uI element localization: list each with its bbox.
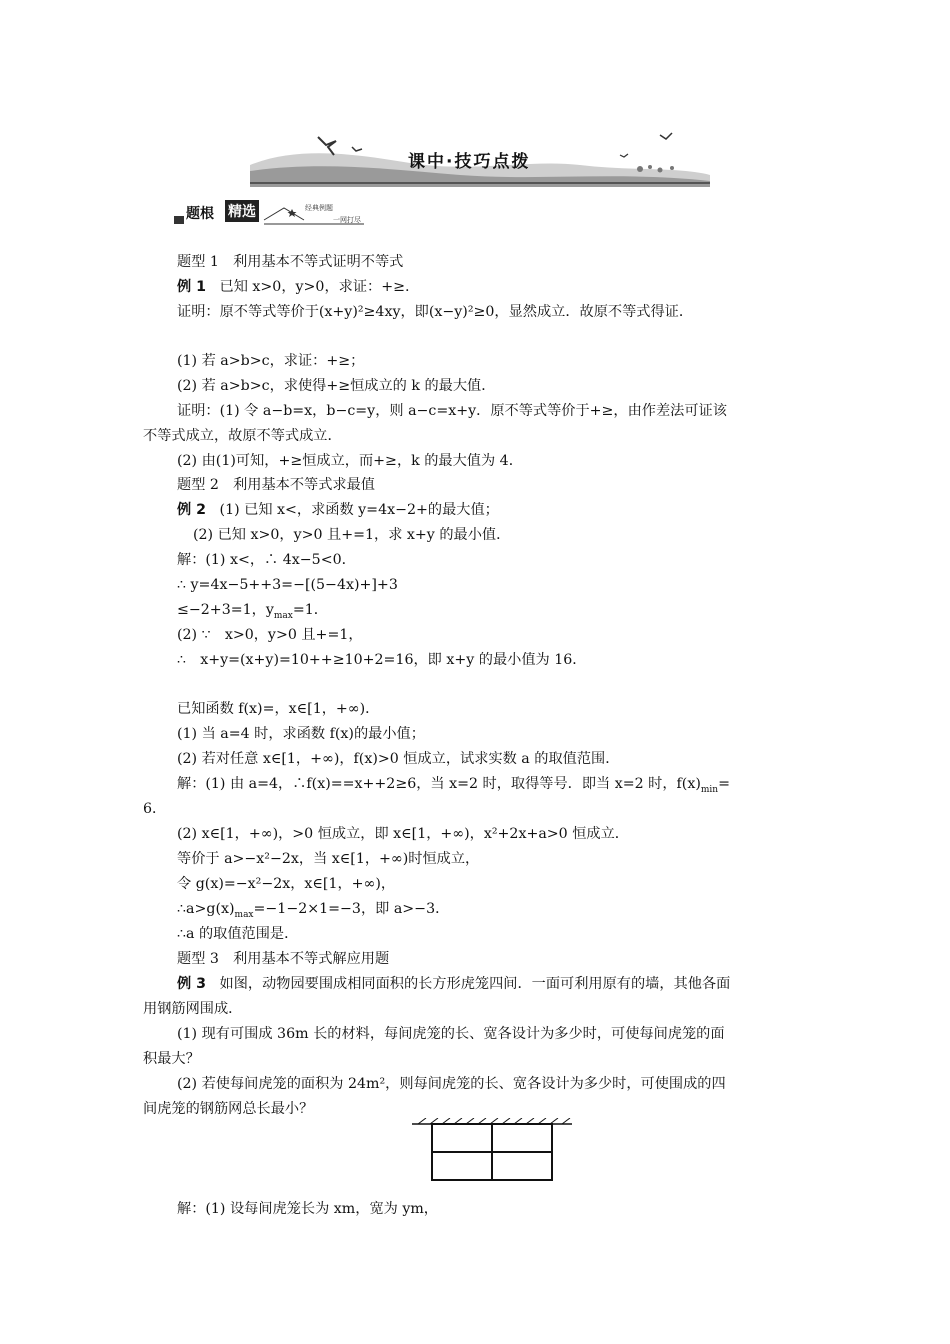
text-line: ∴a 的取值范围是． (177, 926, 299, 942)
text-segment: ∴a>g(x) (177, 901, 235, 917)
text-line: 证明：原不等式等价于(x+y)²≥4xy，即(x−y)²≥0，显然成立．故原不等式得证． (177, 304, 694, 320)
example-1 (177, 278, 409, 296)
text-line: 等价于 a>−x²−2x，当 x∈[1，+∞)时恒成立， (177, 851, 480, 867)
section-tag-highlight: 精选 (225, 200, 259, 222)
text-line (177, 775, 730, 799)
text-line: 已知 x>0，y>0，求证：+≥. (219, 279, 410, 295)
text-line: (2) 若 a>b>c，求使得+≥恒成立的 k 的最大值． (177, 378, 496, 394)
text-line: (1) 若 a>b>c，求证：+≥； (177, 353, 365, 369)
subscript: max (234, 909, 254, 920)
bird-icon (620, 154, 628, 157)
page-title: 课中·技巧点拨 (408, 152, 531, 172)
text-line: (1) 当 a=4 时，求函数 f(x)的最小值； (177, 726, 425, 742)
text-line: 不等式成立，故原不等式成立． (143, 428, 342, 444)
text-segment: = (718, 776, 730, 792)
example-label: 例 2 (177, 502, 206, 518)
example-label: 例 1 (177, 279, 206, 295)
heading-type-3: 题型 3 利用基本不等式解应用题 (177, 951, 390, 967)
example-label: 例 3 (177, 976, 206, 992)
text-line: (2) ∵ x>0，y>0 且+=1， (177, 627, 363, 643)
text-line: 令 g(x)=−x²−2x，x∈[1，+∞)， (177, 876, 396, 892)
text-line: 解：(1) 设每间虎笼长为 xm，宽为 ym， (177, 1201, 438, 1217)
text-line: (1) 现有可围成 36m 长的材料，每间虎笼的长、宽各设计为多少时，可使每间虎笼的面 (177, 1026, 725, 1042)
cage-diagram (412, 1118, 572, 1184)
heading-type-1: 题型 1 利用基本不等式证明不等式 (177, 254, 404, 270)
text-segment: ≤−2+3=1，y (177, 602, 274, 618)
text-line: (2) 若使每间虎笼的面积为 24m²，则每间虎笼的长、宽各设计为多少时，可使围成的四 (177, 1076, 726, 1092)
text-line (177, 601, 328, 625)
bird-icon (318, 137, 336, 155)
subscript: min (700, 784, 719, 795)
text-line: (2) 若对任意 x∈[1，+∞)，f(x)>0 恒成立，试求实数 a 的取值范围． (177, 751, 620, 767)
text-line: 6． (143, 801, 167, 817)
text-line (177, 900, 449, 924)
example-2 (177, 501, 499, 519)
text-segment: 解：(1) 由 a=4，∴f(x)==x++2≥6，当 x=2 时，取得等号．即当 x=2 时，f(x) (177, 776, 701, 792)
subscript: max (273, 610, 293, 621)
text-line: (1) 已知 x<，求函数 y=4x−2+的最大值； (219, 502, 499, 518)
bird-icon (660, 133, 672, 139)
star-icon (288, 209, 297, 217)
section-tag-note: 经典例题 (305, 204, 333, 212)
text-line: 如图，动物园要围成相同面积的长方形虎笼四间．一面可利用原有的墙，其他各面 (219, 976, 731, 992)
example-3 (177, 975, 730, 993)
text-line: 用钢筋网围成． (143, 1001, 243, 1017)
text-line: ∴ x+y=(x+y)=10++≥10+2=16，即 x+y 的最小值为 16． (177, 652, 587, 668)
bird-icon (352, 147, 362, 151)
text-line: 解：(1) x<，∴ 4x−5<0． (177, 552, 356, 568)
text-line: 已知函数 f(x)=，x∈[1，+∞)． (177, 701, 380, 717)
text-line: (2) 由(1)可知，+≥恒成立，而+≥，k 的最大值为 4． (177, 453, 523, 469)
text-line: 间虎笼的钢筋网总长最小？ (143, 1101, 314, 1117)
text-segment: =−1−2×1=−3，即 a>−3． (253, 901, 450, 917)
text-line: (2) 已知 x>0，y>0 且+=1，求 x+y 的最小值． (193, 527, 511, 543)
heading-type-2: 题型 2 利用基本不等式求最值 (177, 477, 375, 493)
section-tag-label: 题根 (186, 206, 214, 222)
text-line: 证明：(1) 令 a−b=x，b−c=y，则 a−c=x+y．原不等式等价于+≥，由作差法可证该 (177, 403, 727, 419)
text-segment: =1． (292, 602, 328, 618)
text-line: 积最大？ (143, 1051, 200, 1067)
text-line: (2) x∈[1，+∞)，>0 恒成立，即 x∈[1，+∞)，x²+2x+a>0 恒成立． (177, 826, 629, 842)
text-line: ∴ y=4x−5++3=−[(5−4x)+]+3 (177, 577, 398, 593)
section-tag-note: 一网打尽 (333, 216, 361, 224)
